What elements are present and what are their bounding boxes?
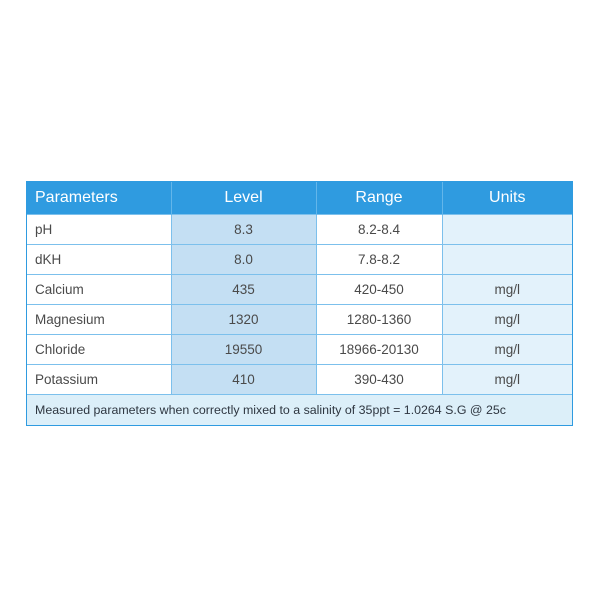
parameters-table-container	[26, 181, 573, 426]
table-header-row	[27, 182, 572, 215]
header-level: Level	[171, 182, 316, 215]
range-cell: 390-430	[316, 365, 442, 395]
level-cell: 8.0	[171, 245, 316, 275]
table-row	[27, 245, 572, 275]
units-cell: mg/l	[442, 365, 572, 395]
parameter-cell: Calcium	[27, 275, 171, 305]
table-footer-row	[27, 395, 572, 426]
level-cell: 410	[171, 365, 316, 395]
level-cell: 19550	[171, 335, 316, 365]
range-cell: 7.8-8.2	[316, 245, 442, 275]
units-cell: mg/l	[442, 335, 572, 365]
range-cell: 8.2-8.4	[316, 215, 442, 245]
level-cell: 435	[171, 275, 316, 305]
parameter-cell: Chloride	[27, 335, 171, 365]
parameter-cell: pH	[27, 215, 171, 245]
parameters-table	[27, 182, 572, 425]
table-row	[27, 365, 572, 395]
header-range: Range	[316, 182, 442, 215]
table-row	[27, 275, 572, 305]
range-cell: 420-450	[316, 275, 442, 305]
units-cell: mg/l	[442, 275, 572, 305]
units-cell	[442, 215, 572, 245]
range-cell: 1280-1360	[316, 305, 442, 335]
header-parameters: Parameters	[27, 182, 171, 215]
units-cell	[442, 245, 572, 275]
parameter-cell: Potassium	[27, 365, 171, 395]
range-cell: 18966-20130	[316, 335, 442, 365]
table-row	[27, 335, 572, 365]
header-units: Units	[442, 182, 572, 215]
parameter-cell: dKH	[27, 245, 171, 275]
units-cell: mg/l	[442, 305, 572, 335]
table-row	[27, 305, 572, 335]
level-cell: 8.3	[171, 215, 316, 245]
table-footer-note: Measured parameters when correctly mixed to a salinity of 35ppt = 1.0264 S.G @ 25c	[27, 395, 572, 426]
table-row	[27, 215, 572, 245]
level-cell: 1320	[171, 305, 316, 335]
parameter-cell: Magnesium	[27, 305, 171, 335]
